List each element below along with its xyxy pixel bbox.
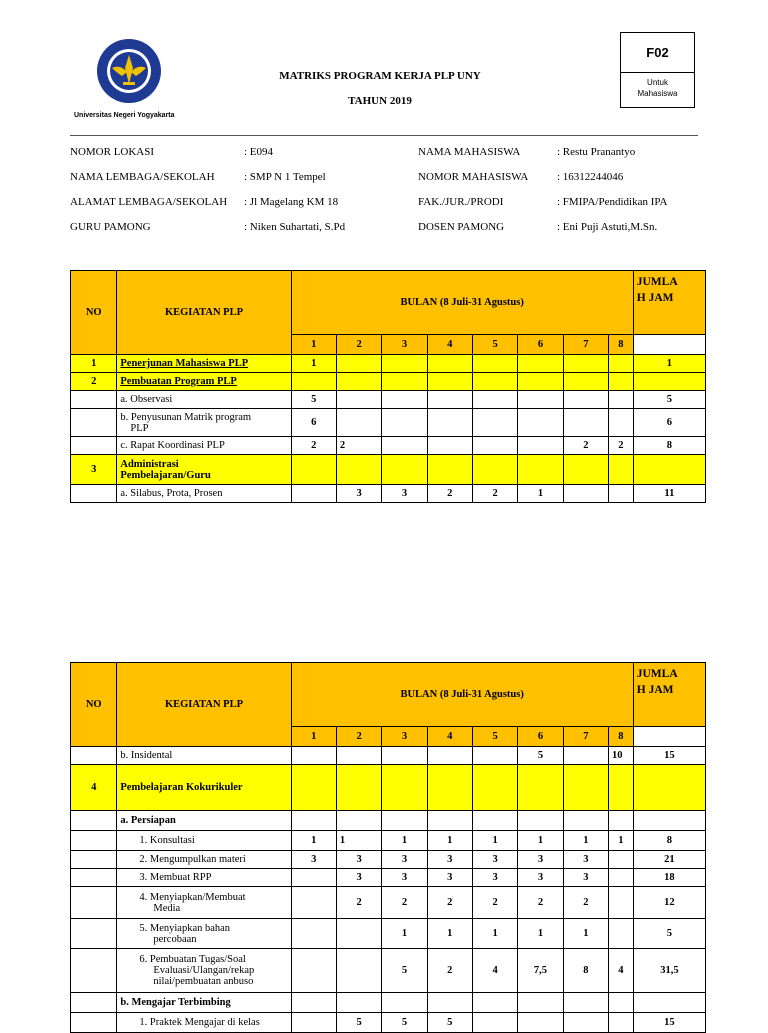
table-weeks-row: 1 2 3 4 5 6 7 8	[71, 727, 706, 747]
info-value-supervisor: : Eni Puji Astuti,M.Sn.	[557, 221, 658, 233]
total-blank	[633, 727, 705, 747]
program-table-2	[70, 662, 706, 1033]
form-code: F02	[621, 33, 694, 73]
info-label-supervisor: DOSEN PAMONG	[418, 221, 505, 233]
form-note: Untuk Mahasiswa	[637, 78, 678, 98]
info-label-institution: NAMA LEMBAGA/SEKOLAH	[70, 171, 215, 183]
week-4: 4	[427, 335, 472, 355]
table-row: 4 Pembelajaran Kokurikuler	[71, 765, 706, 811]
week-6: 6	[518, 335, 563, 355]
table-header-row	[71, 663, 706, 727]
info-label-faculty: FAK./JUR./PRODI	[418, 196, 504, 208]
program-table-1	[70, 270, 706, 503]
info-value-address: : Jl Magelang KM 18	[244, 196, 339, 208]
header-month: BULAN (8 Juli-31 Agustus)	[291, 271, 633, 335]
table-row: a. Silabus, Prota, Prosen 3 3 2 2 1 11	[71, 485, 706, 503]
table-row: 3. Membuat RPP 3 3 3 3 3 3 18	[71, 869, 706, 887]
info-label-teacher: GURU PAMONG	[70, 221, 151, 233]
document-title: MATRIKS PROGRAM KERJA PLP UNY	[279, 70, 481, 82]
table-row: 1. Konsultasi 1 1 1 1 1 1 1 1 8	[71, 831, 706, 851]
table-row: 6. Pembuatan Tugas/Soal Evaluasi/Ulangan/rekap nilai/pembuatan anbuso 5 2 4 7,5 8 4 31,5	[71, 949, 706, 993]
table-row: b. Penyusunan Matrik program PLP 6 6	[71, 409, 706, 437]
university-logo	[96, 38, 162, 104]
header-divider	[70, 135, 698, 136]
info-label-address: ALAMAT LEMBAGA/SEKOLAH	[70, 196, 228, 208]
university-name: Universitas Negeri Yogyakarta	[74, 112, 175, 119]
info-label-student: NAMA MAHASISWA	[418, 146, 521, 158]
header-month: BULAN (8 Juli-31 Agustus)	[291, 663, 633, 727]
info-value-location: : E094	[244, 146, 274, 158]
header-activity: KEGIATAN PLP	[117, 271, 291, 355]
info-value-student: : Restu Pranantyo	[557, 146, 636, 158]
table-row: 1 Penerjunan Mahasiswa PLP 1 1	[71, 355, 706, 373]
table-row: 3 Administrasi Pembelajaran/Guru	[71, 455, 706, 485]
table-row: 1. Praktek Mengajar di kelas 5 5 5 15	[71, 1013, 706, 1033]
header-no: NO	[71, 663, 117, 747]
table-row: 4. Menyiapkan/Membuat Media 2 2 2 2 2 2 12	[71, 887, 706, 919]
info-value-institution: : SMP N 1 Tempel	[244, 171, 326, 183]
info-value-faculty: : FMIPA/Pendidikan IPA	[557, 196, 668, 208]
header-activity: KEGIATAN PLP	[117, 663, 291, 747]
table-header-row	[71, 271, 706, 335]
table-row: b. Insidental 5 10 15	[71, 747, 706, 765]
week-5: 5	[472, 335, 517, 355]
info-label-student-number: NOMOR MAHASISWA	[418, 171, 529, 183]
table-row: 2. Mengumpulkan materi 3 3 3 3 3 3 3 21	[71, 851, 706, 869]
header-no: NO	[71, 271, 117, 355]
total-blank	[633, 335, 705, 355]
table-row: c. Rapat Koordinasi PLP 2 2 2 2 8	[71, 437, 706, 455]
week-8: 8	[608, 335, 633, 355]
header-total: JUMLA H JAM	[633, 271, 705, 335]
week-1: 1	[291, 335, 336, 355]
table-row: 2 Pembuatan Program PLP	[71, 373, 706, 391]
info-label-location: NOMOR LOKASI	[70, 146, 155, 158]
info-value-student-number: : 16312244046	[557, 171, 624, 183]
document-year: TAHUN 2019	[348, 95, 412, 107]
table-row: a. Observasi 5 5	[71, 391, 706, 409]
table-row: 5. Menyiapkan bahan percobaan 1 1 1 1 1 5	[71, 919, 706, 949]
week-2: 2	[336, 335, 381, 355]
week-7: 7	[563, 335, 608, 355]
table-row: b. Mengajar Terbimbing	[71, 993, 706, 1013]
info-value-teacher: : Niken Suhartati, S.Pd	[244, 221, 346, 233]
header-total: JUMLA H JAM	[633, 663, 705, 727]
table-row: a. Persiapan	[71, 811, 706, 831]
form-code-box	[620, 32, 695, 108]
week-3: 3	[382, 335, 427, 355]
